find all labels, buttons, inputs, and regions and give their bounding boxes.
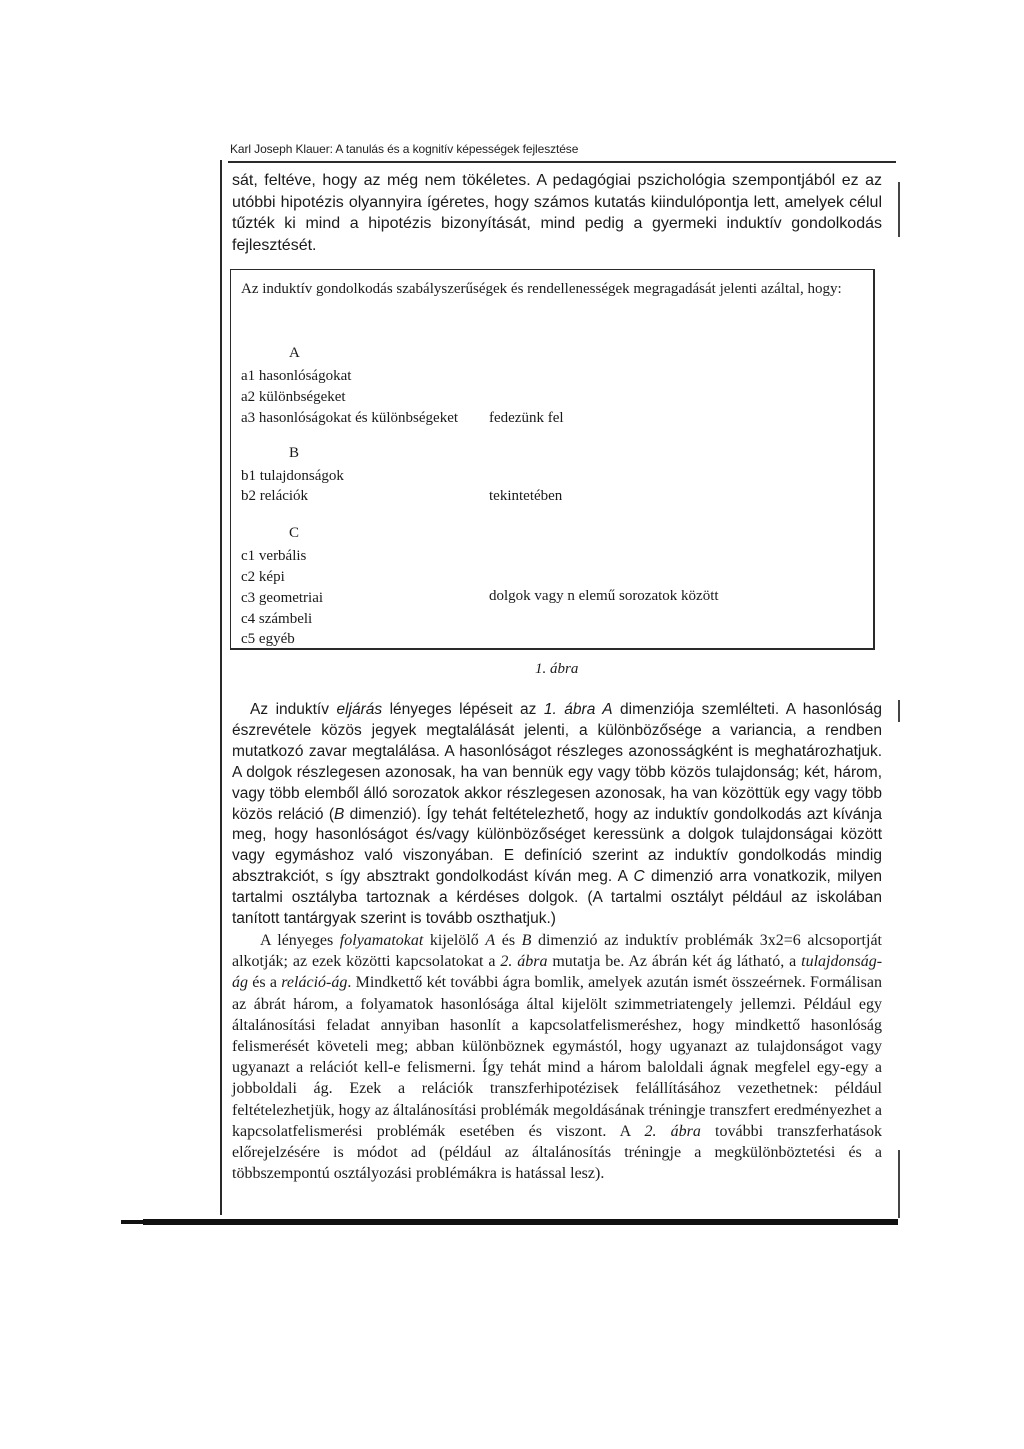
dimension-b-item: b1 tulajdonságok <box>241 468 344 484</box>
text-run: és a <box>248 974 282 992</box>
figure-1-box <box>230 269 875 650</box>
bottom-rule-segment <box>121 1220 143 1224</box>
right-margin-mark <box>898 1150 900 1218</box>
text-run: dimenziója szemlélteti. A hasonlóság észrevétele közös jegyek megtalálását jelenti, a különbözősége a variancia, a rendben mutatkozó zavar megtalálása. A hasonlóságot részleges azonosságként is meghatározhatjuk. A dolgok részlegesen azonosak, ha van bennük egy vagy több közös tulajdonság; két, három, vagy több elemből álló sorozatok akkor részlegesen azonosak, ha van közöttük egy vagy több közös reláció ( <box>232 701 882 823</box>
text-run: dimenzió arra vonatkozik, milyen tartalmi osztályba tartoznak a kérdéses dolgok. (A tartalmi osztályt például az iskolában tanított tantárgyak szerint is tovább oszthatjuk.) <box>232 868 882 928</box>
dimension-a-item: a2 különbségeket <box>241 389 346 405</box>
intro-paragraph: sát, feltéve, hogy az még nem tökéletes. A pedagógiai pszichológia szempontjából ez az utóbbi hipotézis olyannyira ígéretes, hogy számos kutatás kiindulópontja lett, amelyek célul tűzték ki mind a hipotézis bizonyítását, mind pedig a gyermeki induktív gondolkodás fejlesztését. <box>232 172 882 254</box>
figure-intro-text: Az induktív gondolkodás szabályszerűségek és rendellenességek megragadását jelenti azáltal, hogy: <box>241 281 842 297</box>
text-run: Az induktív <box>250 701 337 718</box>
emphasis: A <box>485 931 496 949</box>
text-run: további transzferhatások előrejelzésére is módot ad (például az általánosítás tréningje a megkülönböztetési és a többszempontú osztályozási problémákra is hatással lesz). <box>232 1122 883 1183</box>
body-text <box>232 700 882 1184</box>
right-margin-mark <box>898 700 900 722</box>
dimension-c-item: c4 számbeli <box>241 611 313 627</box>
dimension-c-item: c3 geometriai <box>241 590 324 606</box>
emphasis: 1. ábra A <box>543 701 613 718</box>
body-paragraph-1 <box>232 700 882 930</box>
dimension-a-predicate: fedezünk fel <box>489 410 564 426</box>
emphasis: 2. ábra <box>644 1122 701 1140</box>
text-run: lényeges lépéseit az <box>382 701 544 718</box>
dimension-c-item: c5 egyéb <box>241 631 295 647</box>
emphasis: B <box>521 931 532 949</box>
dimension-a-item: a3 hasonlóságokat és különbségeket <box>241 410 459 426</box>
text-run: mutatja be. Az ábrán két ág látható, a <box>547 953 802 971</box>
emphasis: eljárás <box>336 701 383 718</box>
emphasis: tulajdonság-ág <box>232 953 883 992</box>
dimension-c-predicate: dolgok vagy n elemű sorozatok között <box>489 588 719 604</box>
bottom-rule <box>143 1219 898 1225</box>
emphasis: reláció-ág <box>281 974 348 992</box>
text-run: A lényeges <box>260 931 340 949</box>
dimension-c-label: C <box>289 525 300 541</box>
text-run: dimenzió az induktív problémák 3x2=6 alcsoportját alkotják; az ezek közötti kapcsolatokat a <box>232 931 882 971</box>
header-rule <box>228 161 896 163</box>
text-run: dimenzió). Így tehát feltételezhető, hogy az induktív gondolkodás azt kívánja meg, hogy hasonlóságot és/vagy különbözőséget keressünk a dolgok tulajdonságai között vagy egymáshoz való viszonyában. E definíció szerint az induktív gondolkodás mindig absztrakciót, s így absztrakt gondolkodást kíván meg. A <box>232 805 882 886</box>
text-run: kijelölő <box>423 931 486 949</box>
text-run: és <box>495 931 522 949</box>
dimension-c-item: c2 képi <box>241 569 285 585</box>
emphasis: B <box>334 805 345 823</box>
body-paragraph-2 <box>232 930 882 1184</box>
dimension-b-label: B <box>289 445 300 461</box>
dimension-a-item: a1 hasonlóságokat <box>241 368 352 384</box>
dimension-b-item: b2 relációk <box>241 488 309 504</box>
emphasis: C <box>633 868 645 886</box>
right-margin-mark <box>898 182 900 237</box>
running-header: Karl Joseph Klauer: A tanulás és a kognitív képességek fejlesztése <box>230 142 579 156</box>
text-run: . Mindkettő két további ágra bomlik, amelyek azután ismét összeérnek. Formálisan az ábrát három, a folyamatok hasonlósága által kijelölt szimmetriatengely jellemzi. Például egy általánosítási feladat annyiban hasonlít a kapcsolatfelismeréshez, hogy mindkettő hasonlóság felismerését követeli meg; abban különböznek egymástól, hogy ugyanazt az tulajdonságot vagy ugyanazt a relációt kell-e felismerni. Így tehát mind a három baloldali ágnak megfelel egy-egy a jobboldali ág. Ezek a relációk transzferhipotézisek felállításához vezethetnek: például feltételezhetjük, hogy az általánosítási problémák megoldásának tréningje transzfert eredményezhet a kapcsolatfelismerési problémák esetében és viszont. A <box>232 974 883 1140</box>
dimension-b-predicate: tekintetében <box>489 488 563 504</box>
emphasis: folyamatokat <box>339 931 424 949</box>
emphasis: 2. ábra <box>500 953 548 971</box>
figure-caption: 1. ábra <box>535 661 579 677</box>
dimension-c-item: c1 verbális <box>241 548 307 564</box>
dimension-a-label: A <box>289 345 300 361</box>
left-margin-rule <box>220 160 222 1215</box>
